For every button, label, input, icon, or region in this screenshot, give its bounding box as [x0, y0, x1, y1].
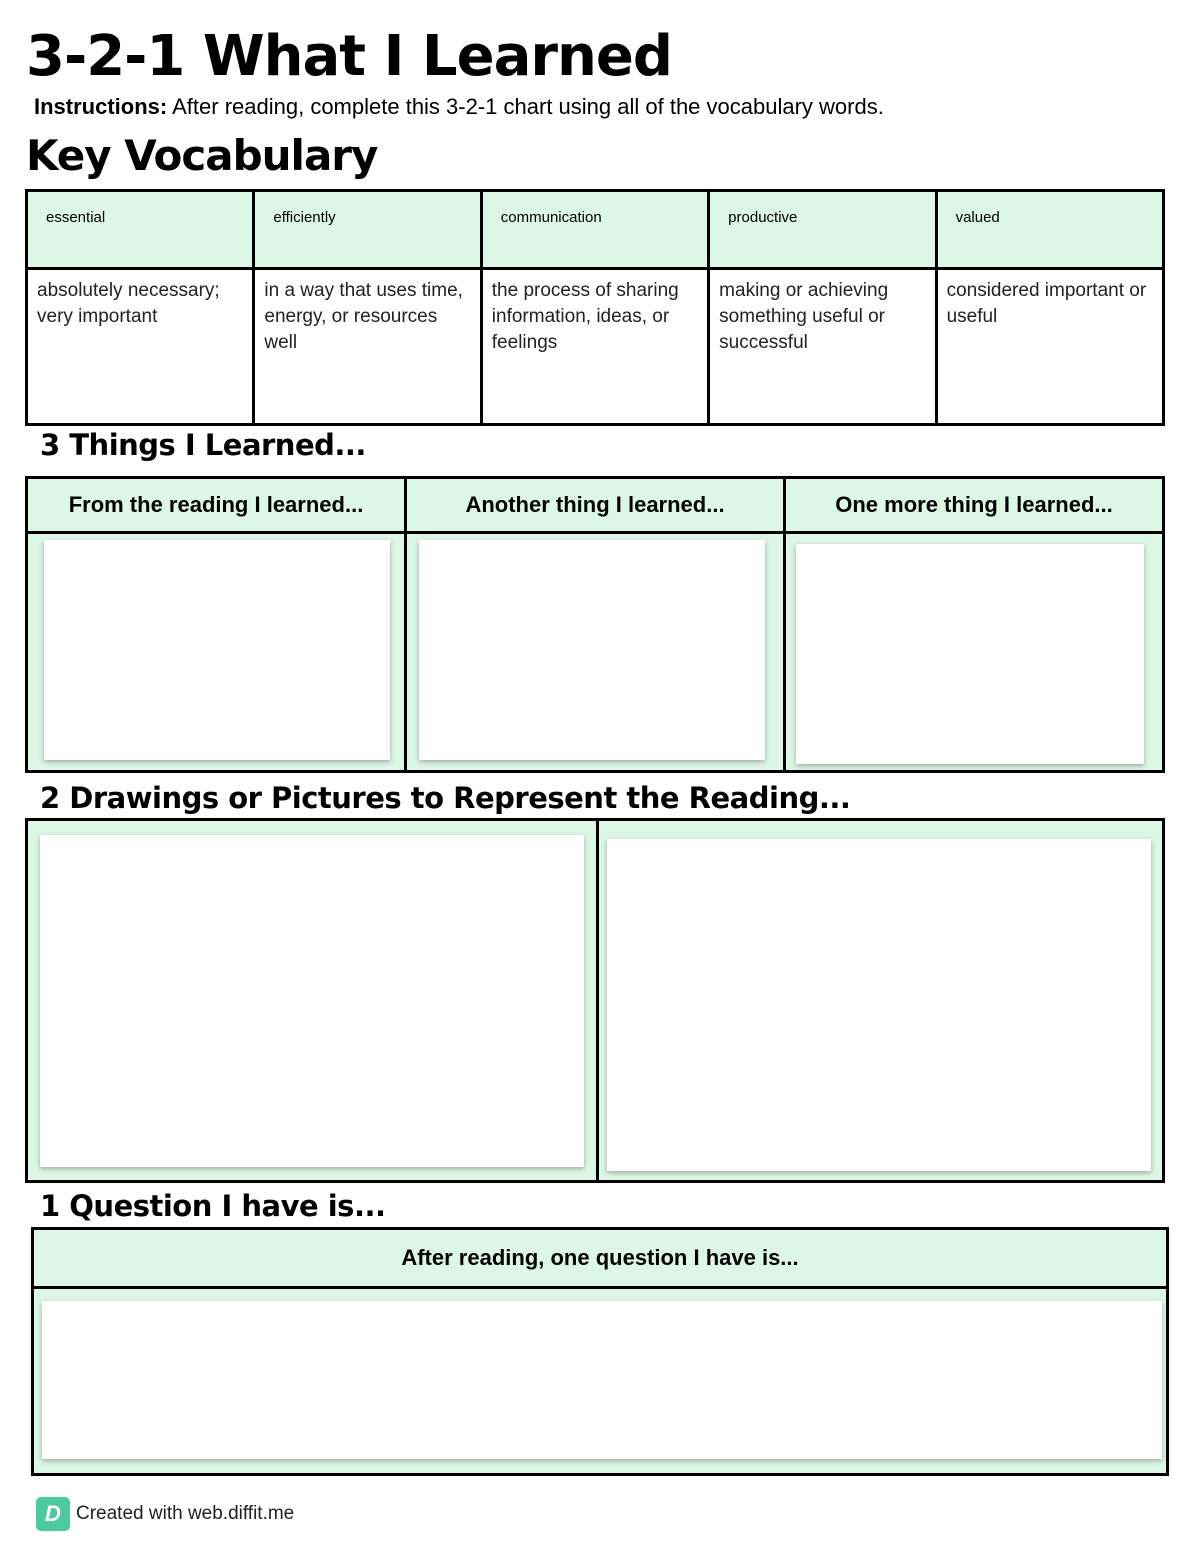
vocab-definition: the process of sharing information, ideas, or feelings: [481, 269, 708, 425]
two-drawings-title: 2 Drawings or Pictures to Represent the Reading...: [40, 781, 851, 815]
vocab-word: essential: [27, 191, 254, 269]
one-question-table: [31, 1227, 1169, 1476]
vocab-definition: considered important or useful: [936, 269, 1163, 425]
three-things-header-3: One more thing I learned...: [785, 478, 1164, 533]
vocab-definition: in a way that uses time, energy, or resources well: [254, 269, 481, 425]
vocabulary-table: [25, 189, 1165, 426]
drawing-cell-2: [598, 820, 1164, 1182]
drawing-cell-1: [27, 820, 598, 1182]
three-things-header-2: Another thing I learned...: [406, 478, 785, 533]
instructions-text: After reading, complete this 3-2-1 chart using all of the vocabulary words.: [167, 94, 884, 119]
page-title: 3-2-1 What I Learned: [26, 24, 672, 89]
one-question-title: 1 Question I have is...: [40, 1189, 386, 1223]
answer-box-learned-3[interactable]: [796, 544, 1144, 764]
three-things-title: 3 Things I Learned...: [40, 428, 366, 462]
drawing-box-1[interactable]: [40, 835, 584, 1167]
one-question-header: After reading, one question I have is...: [33, 1229, 1168, 1288]
vocab-word: productive: [709, 191, 936, 269]
vocab-word: communication: [481, 191, 708, 269]
footer-credit: Created with web.diffit.me: [76, 1503, 295, 1524]
instructions-label: Instructions:: [34, 94, 168, 119]
vocab-word: efficiently: [254, 191, 481, 269]
answer-box-learned-1[interactable]: [44, 540, 390, 760]
vocab-definition: making or achieving something useful or successful: [709, 269, 936, 425]
two-drawings-table: [25, 818, 1165, 1183]
vocab-definition: absolutely necessary; very important: [27, 269, 254, 425]
vocabulary-word-row: [27, 191, 1164, 269]
three-things-cell-1: [27, 533, 406, 772]
three-things-cell-3: [785, 533, 1164, 772]
vocabulary-title: Key Vocabulary: [26, 131, 378, 180]
footer: [36, 1497, 294, 1531]
three-things-table: [25, 476, 1165, 773]
vocab-word: valued: [936, 191, 1163, 269]
drawing-box-2[interactable]: [607, 839, 1151, 1171]
question-cell: [33, 1288, 1168, 1475]
instructions: [34, 94, 884, 120]
vocabulary-definition-row: [27, 269, 1164, 425]
diffit-logo-icon: D: [36, 1497, 70, 1531]
answer-box-learned-2[interactable]: [419, 540, 765, 760]
three-things-cell-2: [406, 533, 785, 772]
three-things-header-1: From the reading I learned...: [27, 478, 406, 533]
question-box[interactable]: [42, 1301, 1162, 1459]
